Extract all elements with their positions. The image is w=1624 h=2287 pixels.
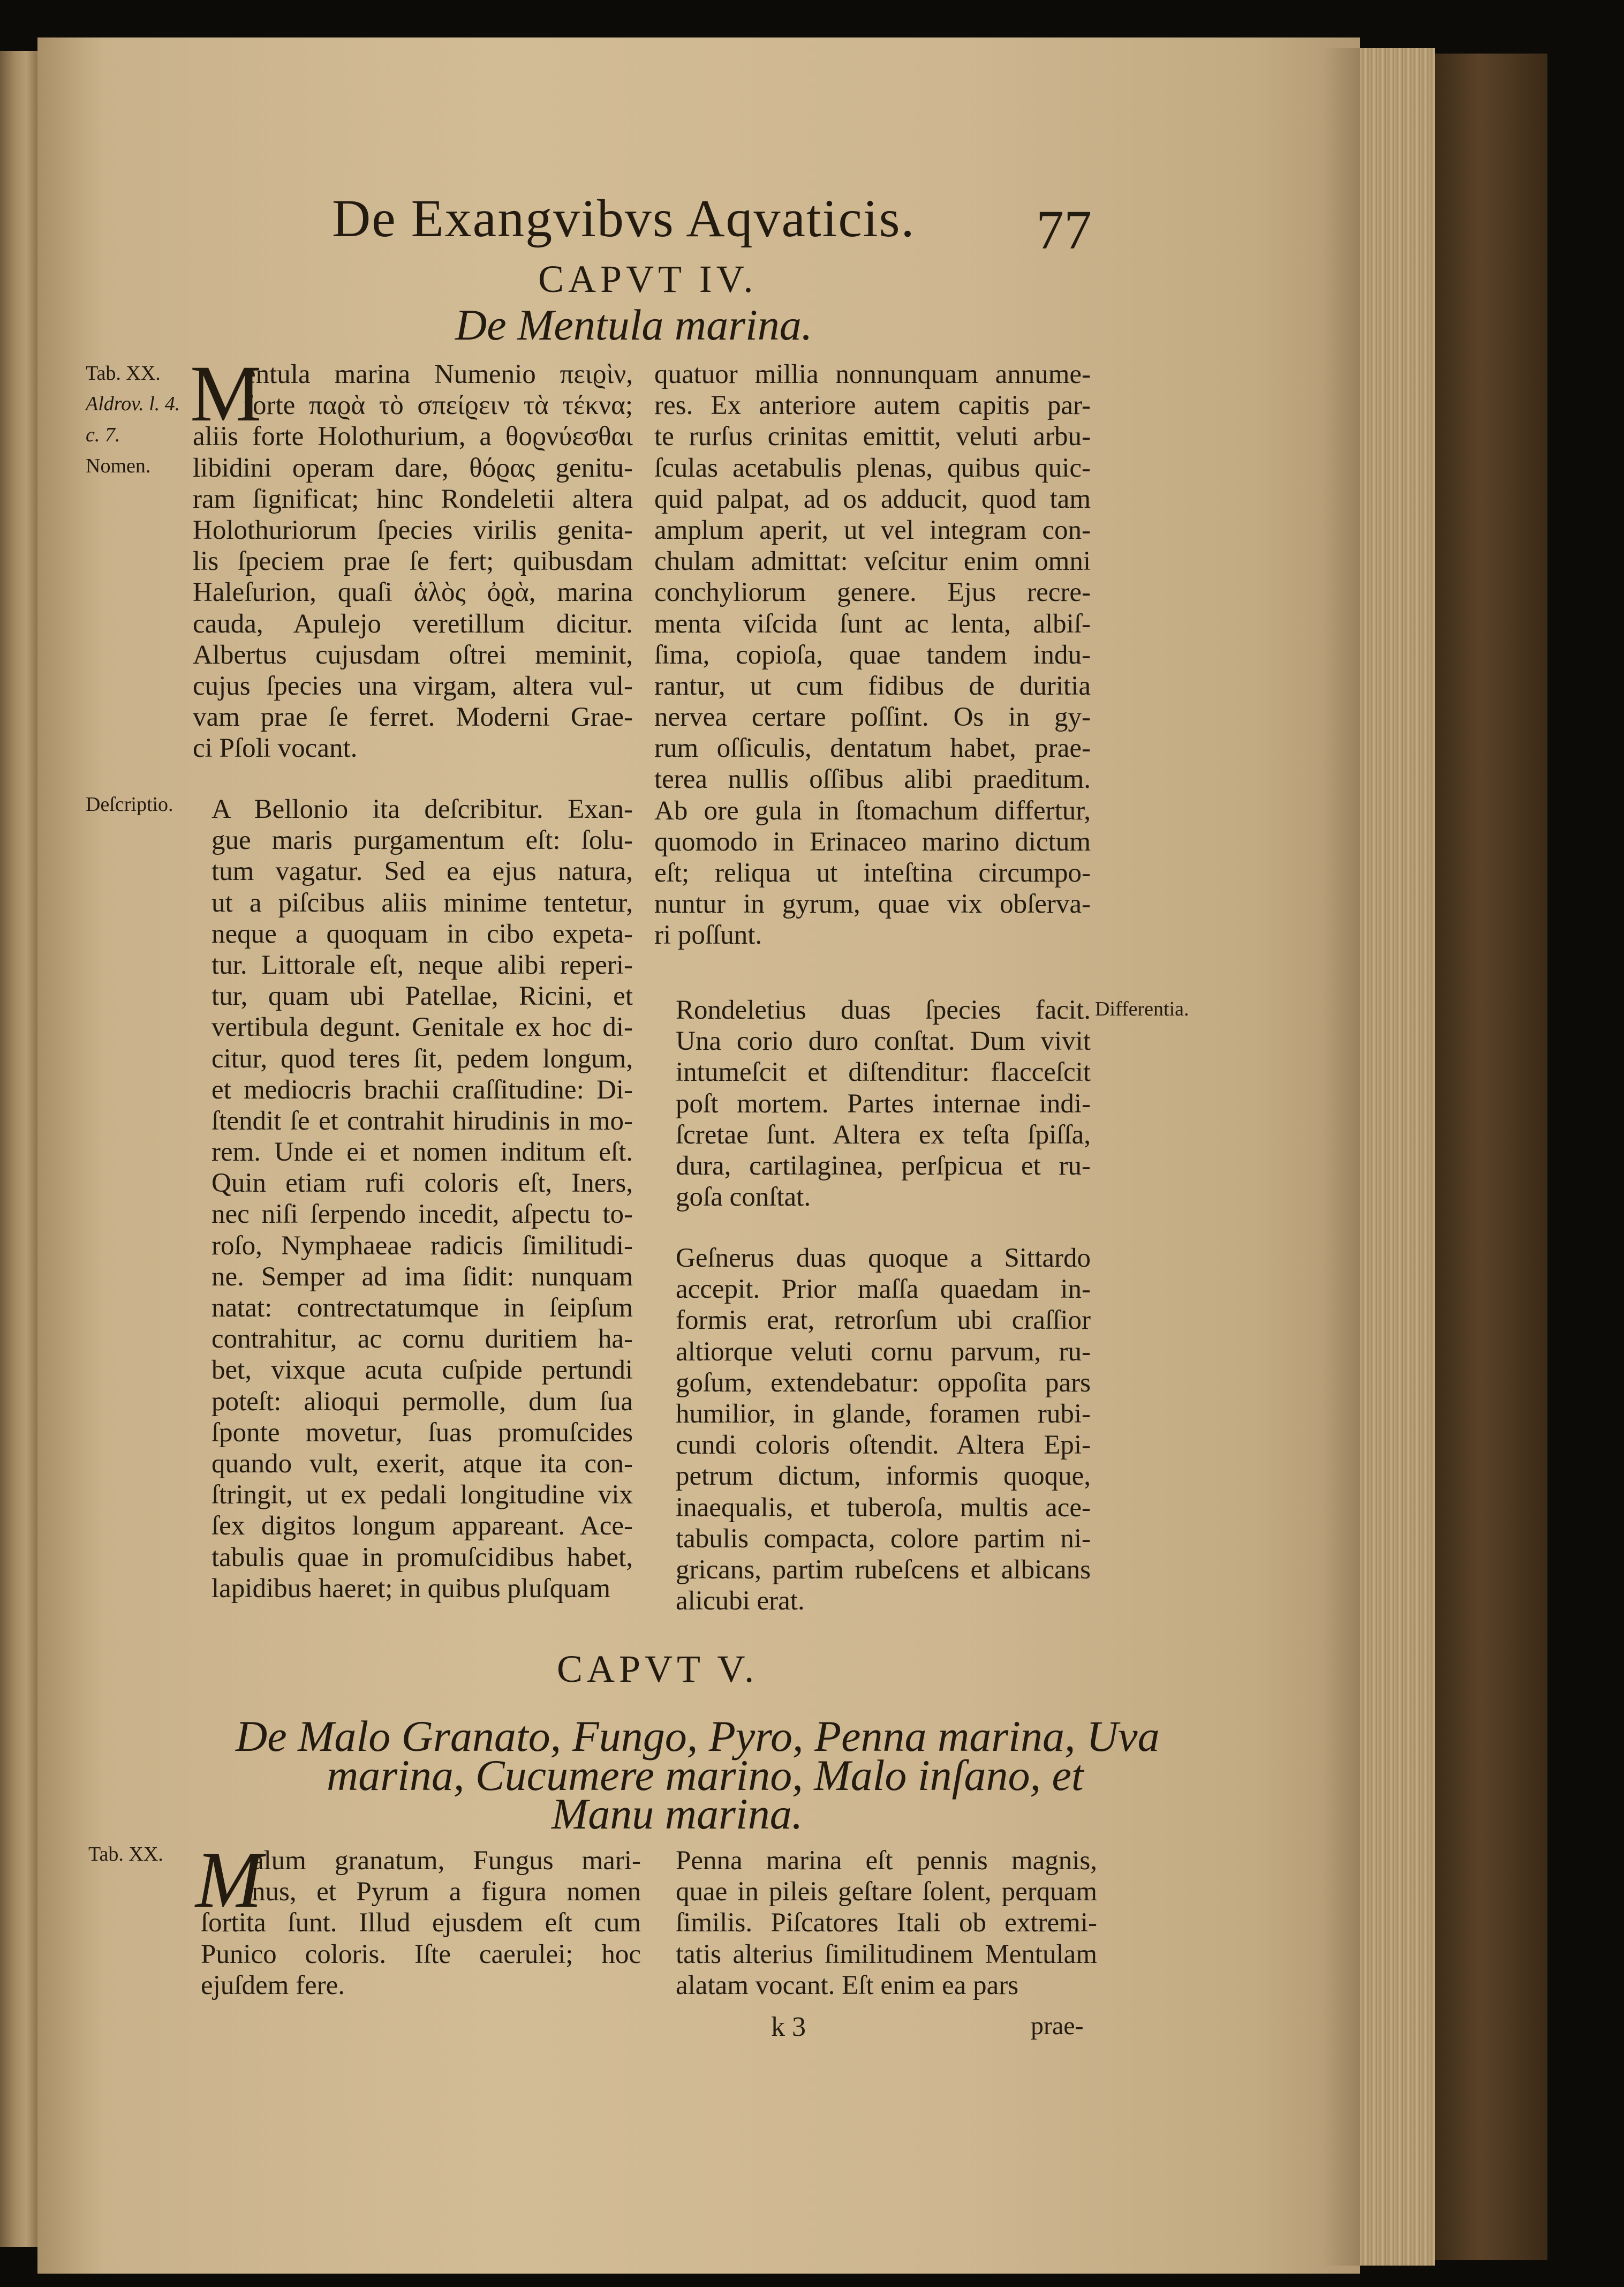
drop-cap-m-italic: M	[195, 1835, 262, 1924]
page-shadow	[1323, 48, 1360, 2266]
text-line: amplum aperit, ut vel integram con-	[654, 515, 1091, 545]
text-line: chulam admittat: veſcitur enim omni	[654, 546, 1091, 577]
text-line: ſortita ſunt. Illud ejusdem eſt cum	[201, 1908, 641, 1938]
text-line: quomodo in Erinaceo marino dictum	[654, 826, 1091, 857]
text-line: lapidibus haeret; in quibus pluſquam	[212, 1573, 611, 1604]
margin-note-tab: Tab. XX.	[86, 362, 161, 385]
text-line: roſo, Nymphaeae radicis ſimilitudi-	[212, 1230, 633, 1261]
text-line: inaequalis, et tuberoſa, multis ace-	[676, 1492, 1091, 1523]
text-line: ſculas acetabulis plenas, quibus quic-	[654, 453, 1091, 483]
margin-note-differentia: Differentia.	[1095, 998, 1189, 1020]
text-line: ne. Semper ad ima ſidit: nunquam	[212, 1261, 633, 1292]
chapter5-right-col	[676, 1845, 1097, 2001]
text-line: Penna marina eſt pennis magnis,	[676, 1846, 1097, 1876]
text-line: ſponte movetur, ſuas promuſcides	[212, 1417, 633, 1448]
text-line: nus, et Pyrum a figura nomen	[252, 1877, 641, 1907]
chapter4-right-p2	[676, 995, 1091, 1213]
chapter4-right-p1	[654, 359, 1091, 951]
chapter5-title-line3: Manu marina.	[552, 1789, 803, 1838]
text-line: ſima, copioſa, quae tandem indu-	[654, 640, 1091, 670]
text-line: nervea certare poſſint. Os in gy-	[654, 702, 1091, 733]
text-line: rem. Unde ei et nomen inditum eſt.	[212, 1137, 633, 1168]
text-line: A Bellonio ita deſcribitur. Exan-	[212, 794, 633, 824]
text-line: Albertus cujusdam oſtrei meminit,	[193, 640, 633, 670]
text-line: quando vult, exerit, atque ita con-	[212, 1448, 633, 1479]
text-line: aliis forte Holothurium, a θοϱνύεσθαι	[193, 422, 633, 452]
text-line: altiorque veluti cornu parvum, ru-	[676, 1336, 1091, 1367]
chapter4-left-p1	[193, 359, 633, 764]
text-line: cundi coloris oſtendit. Altera Epi-	[676, 1430, 1091, 1461]
chapter5-title-line2: marina, Cucumere marino, Malo inſano, et	[327, 1751, 1084, 1800]
text-line: goſum, extendebatur: oppoſita pars	[676, 1367, 1091, 1398]
text-line: ut a piſcibus aliis minime tentetur,	[212, 887, 633, 918]
text-line: res. Ex anteriore autem capitis par-	[654, 390, 1091, 421]
margin-note-descriptio: Deſcriptio.	[86, 793, 173, 816]
text-line: tabulis quae in promuſcidibus habet,	[212, 1542, 633, 1573]
text-line: et mediocris brachii craſſitudine: Di-	[212, 1074, 633, 1105]
text-line: dura, cartilaginea, perſpicua et ru-	[676, 1150, 1091, 1181]
text-line: quatuor millia nonnunquam annume-	[654, 359, 1091, 389]
text-line: Geſnerus duas quoque a Sittardo	[676, 1243, 1091, 1273]
text-line: neque a quoquam in cibo expeta-	[212, 919, 633, 949]
chapter5-left-col	[201, 1845, 641, 2001]
text-line: citur, quod teres ſit, pedem longum,	[212, 1043, 633, 1074]
page-number: 77	[1036, 199, 1092, 261]
running-header: De Exangvibvs Aqvaticis.	[332, 189, 916, 248]
chapter5-heading: CAPVT V.	[557, 1647, 759, 1690]
margin-note-aldrov: Aldrov. l. 4.	[86, 393, 180, 415]
text-line: eſt; reliqua ut inteſtina circumpo-	[654, 858, 1091, 888]
text-line: vertibula degunt. Genitale ex hoc di-	[212, 1012, 633, 1043]
text-line: poteſt: alioqui permolle, dum ſua	[212, 1386, 633, 1417]
text-line: ſex digitos longum appareant. Ace-	[212, 1511, 633, 1541]
text-line: ri poſſunt.	[654, 920, 762, 951]
text-line: rantur, ut cum fidibus de duritia	[654, 671, 1091, 701]
text-line: poſt mortem. Partes internae indi-	[676, 1088, 1091, 1119]
text-line: Ab ore gula in ſtomachum differtur,	[654, 795, 1091, 826]
drop-cap-m: M	[190, 349, 262, 438]
text-line: contrahitur, ac cornu duritiem ha-	[212, 1324, 633, 1355]
chapter4-left-p2	[212, 794, 633, 1604]
text-line: quid palpat, ad os adducit, quod tam	[654, 484, 1091, 514]
page-stack-edges	[1360, 48, 1435, 2266]
text-line: nec niſi ſerpendo incedit, aſpectu to-	[212, 1199, 633, 1230]
chapter5-title-line1: De Malo Granato, Fungo, Pyro, Penna marina, Uva	[236, 1712, 1160, 1761]
text-line: goſa conſtat.	[676, 1182, 811, 1213]
text-line: vam prae ſe ferret. Moderni Grae-	[193, 702, 633, 733]
text-line: Punico coloris. Iſte caerulei; hoc	[201, 1939, 641, 1969]
text-line: ſcretae ſunt. Altera ex teſta ſpiſſa,	[676, 1119, 1091, 1150]
margin-note-tab-v: Tab. XX.	[88, 1843, 163, 1865]
text-line: menta viſcida ſunt ac lenta, albiſ-	[654, 608, 1091, 639]
signature-mark: k 3	[771, 2012, 806, 2042]
chapter4-heading: CAPVT IV.	[538, 258, 758, 300]
text-line: quae in pileis geſtare ſolent, perquam	[676, 1877, 1097, 1907]
text-line: nuntur in gyrum, quae vix obſerva-	[654, 889, 1091, 920]
text-line: alatam vocant. Eſt enim ea pars	[676, 1970, 1019, 2000]
text-line: gricans, partim rubeſcens et albicans	[676, 1554, 1091, 1585]
text-line: libidini operam dare, θόϱας genitu-	[193, 453, 633, 483]
text-line: terea nullis oſſibus alibi praeditum.	[654, 764, 1091, 795]
text-line: gue maris purgamentum eſt: ſolu-	[212, 825, 633, 856]
chapter4-right-p3	[676, 1243, 1091, 1616]
text-line: forte παϱὰ τὸ σπείϱειν τὰ τέκνα;	[244, 390, 633, 421]
text-line: tatis alterius ſimilitudinem Mentulam	[676, 1939, 1097, 1969]
text-line: Holothuriorum ſpecies virilis genita-	[193, 515, 633, 545]
text-line: alicubi erat.	[676, 1586, 805, 1616]
text-line: bet, vixque acuta cuſpide pertundi	[212, 1355, 633, 1386]
text-line: ejuſdem fere.	[201, 1970, 345, 2000]
text-line: petrum dictum, informis quoque,	[676, 1461, 1091, 1492]
text-line: cujus ſpecies una virgam, altera vul-	[193, 671, 633, 701]
book-cover	[1435, 54, 1547, 2260]
margin-note-nomen: Nomen.	[86, 455, 151, 477]
text-line: tum vagatur. Sed ea ejus natura,	[212, 856, 633, 887]
text-line: ci Pſoli vocant.	[193, 733, 358, 764]
text-line: rum oſſiculis, dentatum habet, prae-	[654, 733, 1091, 764]
text-line: entula marina Numenio πειϱὶν,	[244, 359, 633, 389]
text-line: Haleſurion, quaſi ἁλὸς ὀϱὰ, marina	[193, 577, 633, 608]
text-line: humilior, in glande, foramen rubi-	[676, 1398, 1091, 1429]
catchword: prae-	[1031, 2012, 1084, 2040]
text-line: tur. Littorale eſt, neque alibi reperi-	[212, 950, 633, 980]
text-line: ſtendit ſe et contrahit hirudinis in mo-	[212, 1105, 633, 1136]
margin-note-cap: c. 7.	[86, 424, 120, 446]
text-line: ſtringit, ut ex pedali longitudine vix	[212, 1480, 633, 1510]
text-line: natat: contrectatumque in ſeipſum	[212, 1293, 633, 1323]
text-line: ram ſignificat; hinc Rondeletii altera	[193, 484, 633, 514]
text-line: formis erat, retrorſum ubi craſſior	[676, 1305, 1091, 1336]
text-line: tabulis compacta, colore partim ni-	[676, 1523, 1091, 1554]
left-page-edge	[0, 51, 37, 2247]
text-line: Una corio duro conſtat. Dum vivit	[676, 1026, 1091, 1057]
text-line: alum granatum, Fungus mari-	[252, 1846, 641, 1876]
text-line: Quin etiam rufi coloris eſt, Iners,	[212, 1168, 633, 1199]
chapter4-title: De Mentula marina.	[455, 300, 813, 349]
text-line: lis ſpeciem prae ſe fert; quibusdam	[193, 546, 633, 577]
text-line: ſimilis. Piſcatores Itali ob extremi-	[676, 1908, 1097, 1938]
text-line: accepit. Prior maſſa quaedam in-	[676, 1274, 1091, 1305]
text-line: te rurſus crinitas emittit, veluti arbu-	[654, 422, 1091, 452]
text-line: intumeſcit et diſtenditur: flacceſcit	[676, 1057, 1091, 1088]
text-line: cauda, Apulejo veretillum dicitur.	[193, 608, 633, 639]
text-line: conchyliorum genere. Ejus recre-	[654, 577, 1091, 608]
text-line: Rondeletius duas ſpecies facit.	[676, 995, 1091, 1025]
text-line: tur, quam ubi Patellae, Ricini, et	[212, 981, 633, 1012]
